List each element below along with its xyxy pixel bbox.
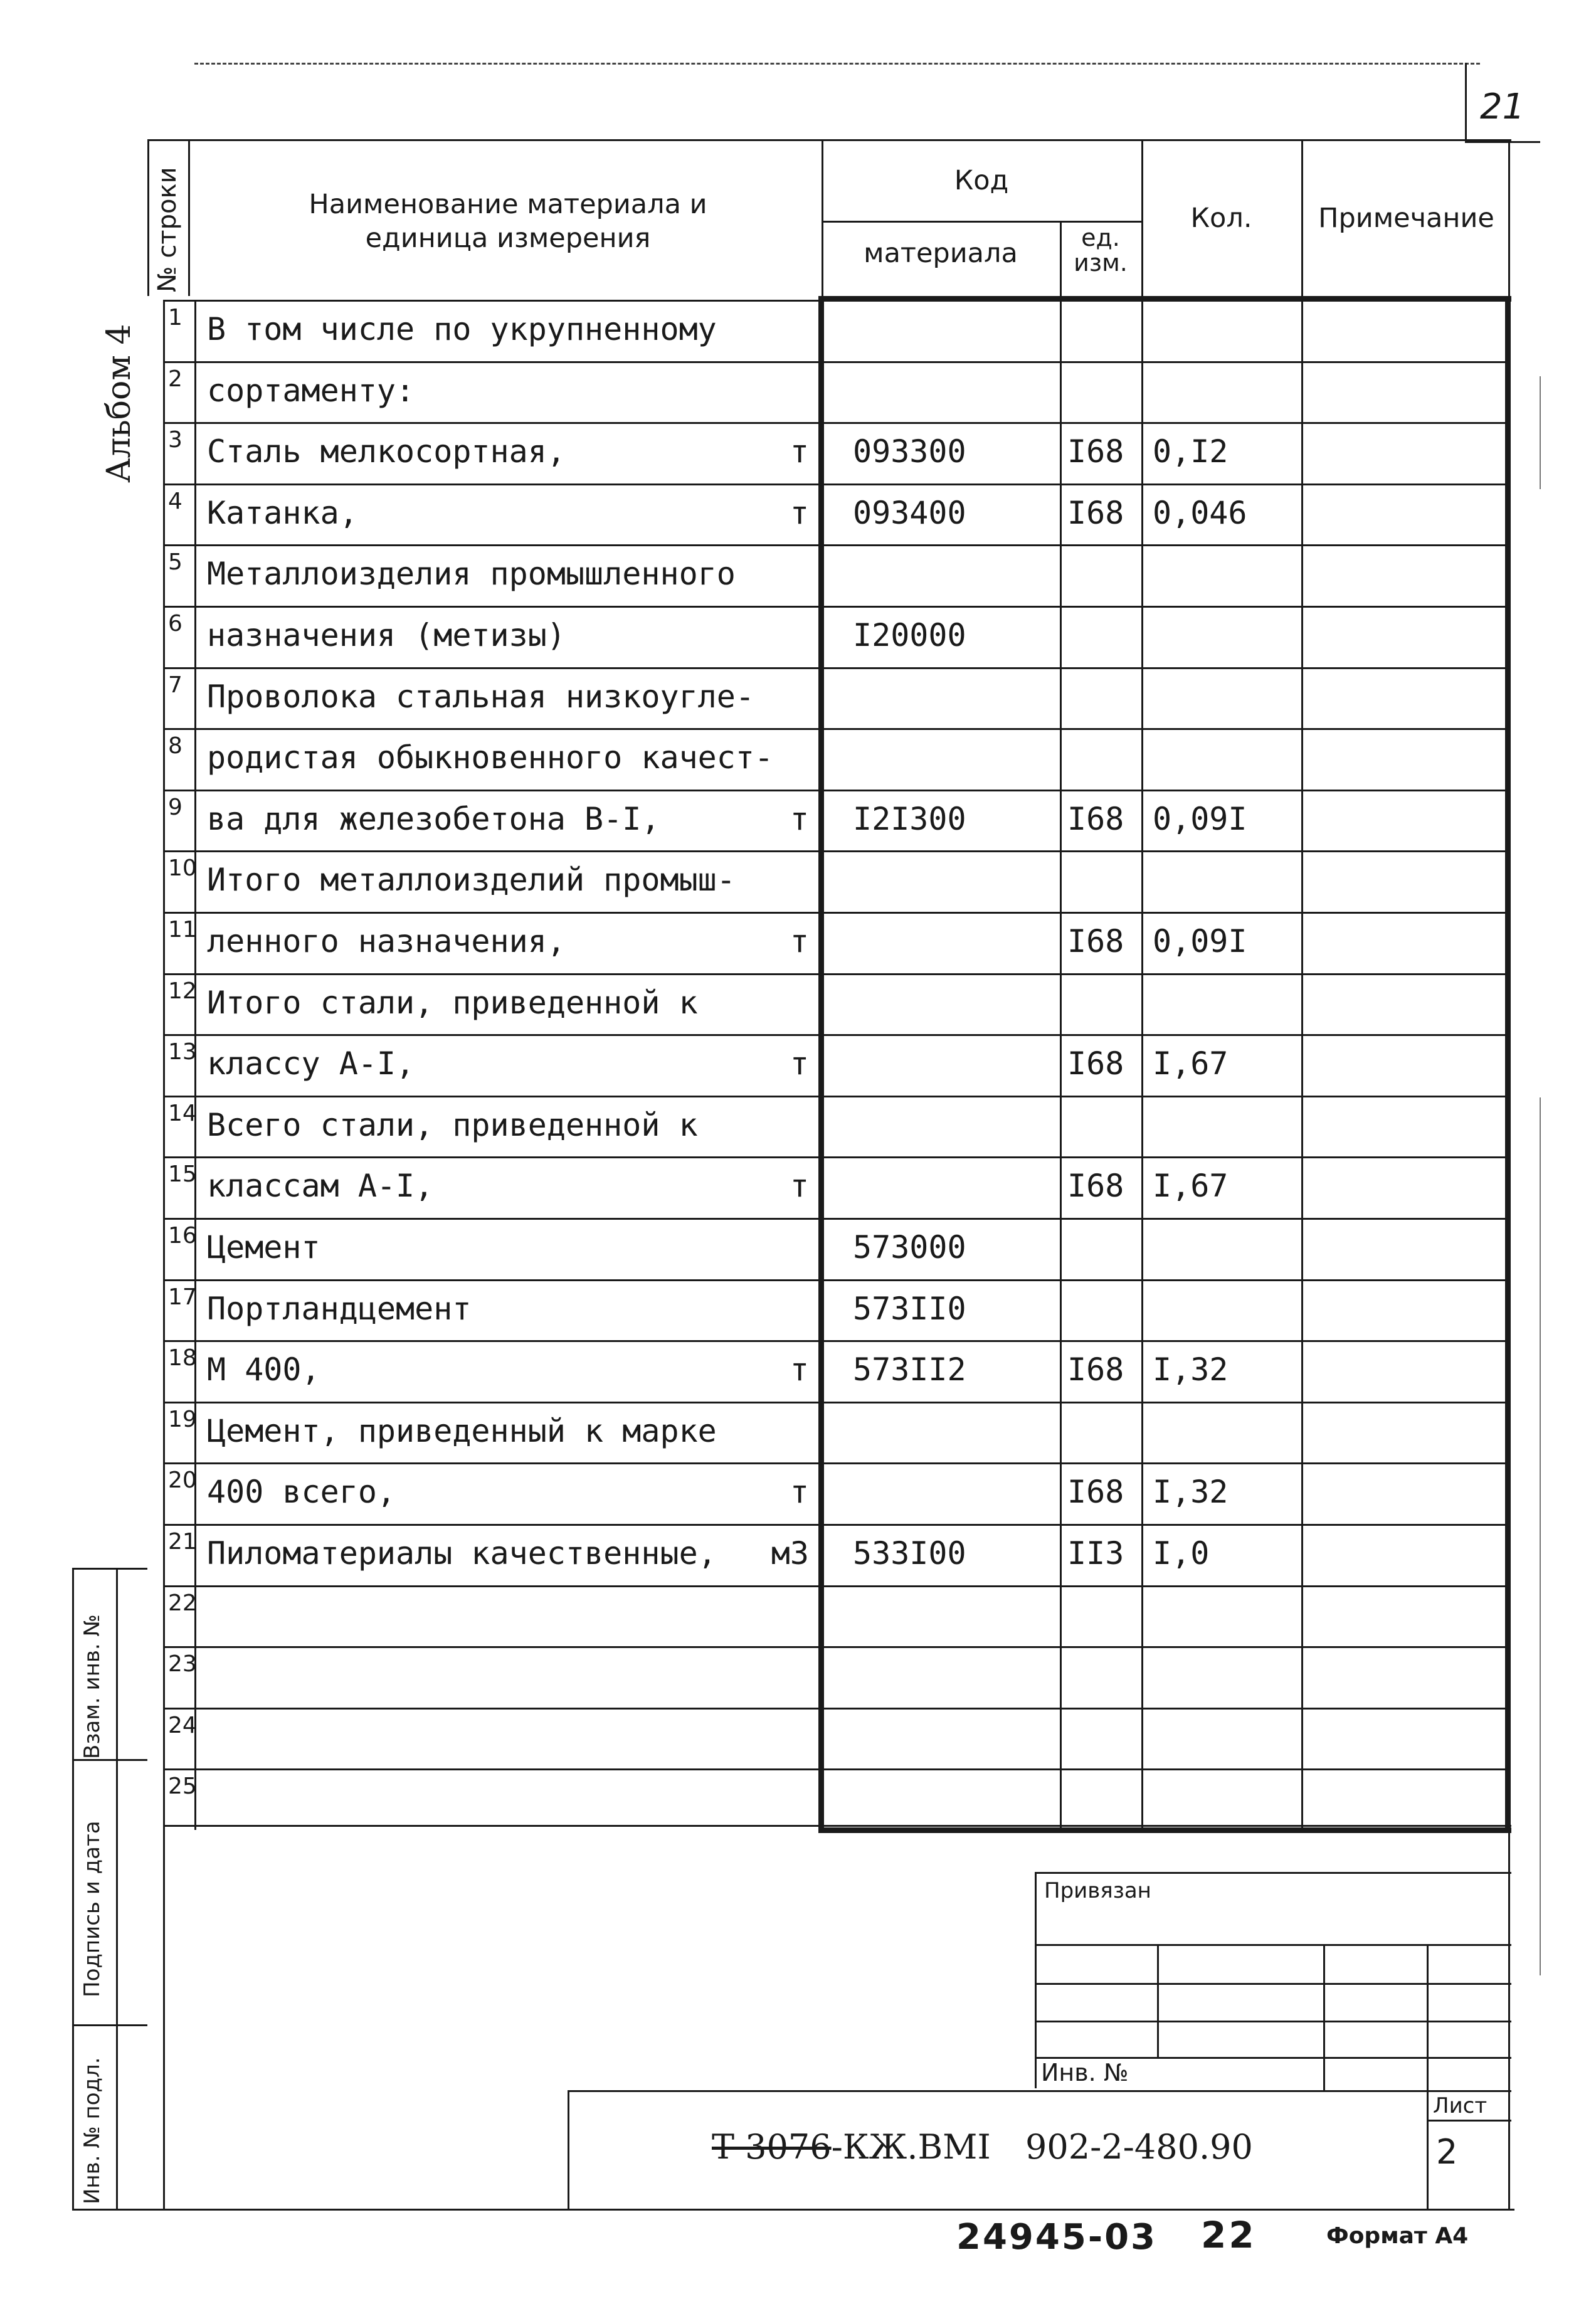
table-row-divider bbox=[163, 1034, 1508, 1036]
qty-column-header: Кол. bbox=[1190, 203, 1252, 234]
page-number-underline bbox=[1465, 141, 1540, 143]
row-number: 22 bbox=[168, 1590, 197, 1616]
unit-of-measure: т bbox=[790, 1474, 809, 1511]
document-code bbox=[712, 2127, 991, 2167]
material-name: Итого металлоизделий промыш- bbox=[207, 862, 736, 899]
row-number: 19 bbox=[168, 1406, 197, 1432]
quantity: I,0 bbox=[1153, 1535, 1210, 1572]
table-row-divider bbox=[163, 1218, 1508, 1220]
stamp-outer-left bbox=[72, 1568, 74, 2211]
material-name: классу А-I, bbox=[207, 1045, 415, 1082]
material-name: ленного назначения, bbox=[207, 923, 566, 959]
material-code: 533I00 bbox=[853, 1535, 966, 1572]
table-row-divider bbox=[163, 1156, 1508, 1158]
stamp-top bbox=[72, 1568, 147, 1570]
stamp-row-left bbox=[568, 2090, 569, 2209]
material-code: 573000 bbox=[853, 1229, 966, 1266]
privyazan-label: Привязан bbox=[1044, 1878, 1151, 1903]
table-right-thick bbox=[1505, 296, 1511, 1832]
top-dash-line bbox=[194, 63, 1480, 65]
table-uom-divider bbox=[1060, 300, 1062, 1830]
unit-of-measure: т bbox=[790, 433, 809, 470]
row-number-header: № строки bbox=[153, 167, 182, 292]
material-name: родистая обыкновенного качест- bbox=[207, 739, 774, 776]
table-left-border bbox=[163, 300, 165, 1830]
row-number: 12 bbox=[168, 978, 197, 1004]
stamp-row-top bbox=[568, 2090, 1511, 2092]
row-number: 14 bbox=[168, 1100, 197, 1126]
header-left-border bbox=[147, 139, 149, 296]
sheet-label: Лист bbox=[1433, 2093, 1488, 2118]
material-name: Сталь мелкосортная, bbox=[207, 433, 566, 470]
stamp-div2 bbox=[72, 2024, 147, 2026]
unit-of-measure: т bbox=[790, 1045, 809, 1082]
material-name: Портландцемент bbox=[207, 1290, 472, 1327]
tb-top bbox=[1035, 1872, 1511, 1874]
material-name: назначения (метизы) bbox=[207, 617, 566, 653]
sheet-cell-split bbox=[1427, 2120, 1511, 2122]
quantity: I,67 bbox=[1153, 1045, 1229, 1082]
note-column-header: Примечание bbox=[1318, 203, 1494, 234]
unit-code: I68 bbox=[1067, 1474, 1124, 1511]
tb-row1 bbox=[1035, 1944, 1511, 1946]
unit-of-measure: т bbox=[790, 494, 809, 531]
table-row-divider bbox=[163, 484, 1508, 485]
inv-no-label: Инв. № bbox=[1041, 2059, 1129, 2086]
table-row-divider bbox=[163, 728, 1508, 730]
row-number: 3 bbox=[168, 427, 182, 453]
material-code: 093300 bbox=[853, 433, 966, 470]
quantity: I,67 bbox=[1153, 1168, 1229, 1205]
table-row-divider bbox=[163, 1524, 1508, 1526]
page-number-divider bbox=[1465, 63, 1467, 141]
row-number: 11 bbox=[168, 917, 197, 943]
row-number: 9 bbox=[168, 794, 182, 820]
unit-of-measure: т bbox=[790, 1351, 809, 1388]
material-name: Всего стали, приведенной к bbox=[207, 1106, 698, 1143]
tb-row2 bbox=[1035, 1983, 1511, 1985]
table-row-divider bbox=[163, 1462, 1508, 1464]
unit-of-measure: т bbox=[790, 923, 809, 959]
row-number: 25 bbox=[168, 1773, 197, 1800]
material-name: 400 всего, bbox=[207, 1474, 396, 1511]
material-name: В том числе по укрупненному bbox=[207, 311, 717, 347]
archive-number: 24945-03 bbox=[956, 2217, 1157, 2258]
table-top-thick bbox=[818, 296, 1511, 302]
material-name: Итого стали, приведенной к bbox=[207, 984, 698, 1021]
document-code-suffix: -КЖ.ВМI bbox=[831, 2127, 991, 2167]
row-number: 7 bbox=[168, 672, 182, 698]
table-row-divider bbox=[163, 912, 1508, 914]
table-bottom-thick bbox=[818, 1827, 1511, 1833]
row-number: 2 bbox=[168, 366, 182, 392]
row-number: 1 bbox=[168, 305, 182, 330]
unit-code: I68 bbox=[1067, 800, 1124, 837]
unit-code: I68 bbox=[1067, 1351, 1124, 1388]
document-number: 902-2-480.90 bbox=[1025, 2127, 1253, 2167]
tb-col3 bbox=[1427, 1944, 1429, 2091]
row-number: 17 bbox=[168, 1284, 197, 1310]
row-number: 8 bbox=[168, 733, 182, 759]
stamp-vzam-inv: Взам. инв. № bbox=[80, 1614, 105, 1759]
row-number: 23 bbox=[168, 1651, 197, 1678]
header-top-border bbox=[147, 139, 1511, 141]
material-code: 573II2 bbox=[853, 1351, 966, 1388]
quantity: 0,I2 bbox=[1153, 433, 1229, 470]
code-material-header: материала bbox=[864, 238, 1018, 269]
right-margin-mark-2 bbox=[1540, 1097, 1541, 1975]
row-number: 15 bbox=[168, 1161, 197, 1188]
row-number: 16 bbox=[168, 1223, 197, 1249]
header-rownum-divider bbox=[188, 139, 190, 296]
name-column-header: Наименование материала и единица измерения bbox=[309, 189, 707, 254]
stamp-div1 bbox=[72, 1759, 147, 1761]
tb-row3 bbox=[1035, 2021, 1511, 2022]
table-row-divider bbox=[163, 606, 1508, 608]
header-name-divider bbox=[822, 139, 823, 296]
row-number: 21 bbox=[168, 1529, 197, 1555]
table-note-divider bbox=[1301, 300, 1303, 1830]
page-number: 21 bbox=[1480, 87, 1525, 127]
quantity: 0,09I bbox=[1153, 800, 1247, 837]
material-name: Пиломатериалы качественные, bbox=[207, 1535, 717, 1572]
row-number: 5 bbox=[168, 549, 182, 576]
unit-code: I68 bbox=[1067, 1168, 1124, 1205]
row-number: 4 bbox=[168, 488, 182, 514]
album-label: Альбом 4 bbox=[100, 324, 138, 483]
table-row-divider bbox=[163, 850, 1508, 852]
unit-code: I68 bbox=[1067, 1045, 1124, 1082]
document-code-struck: Т 3076 bbox=[712, 2127, 832, 2167]
table-row-divider bbox=[163, 1768, 1508, 1770]
quantity: 0,046 bbox=[1153, 494, 1247, 531]
table-row-divider bbox=[163, 1646, 1508, 1648]
table-name-top bbox=[163, 300, 822, 302]
table-row-divider bbox=[163, 1279, 1508, 1281]
material-code: I20000 bbox=[853, 617, 966, 653]
material-name: классам А-I, bbox=[207, 1168, 434, 1205]
sheet-number: 2 bbox=[1436, 2132, 1458, 2172]
table-row-divider bbox=[163, 973, 1508, 975]
row-number: 6 bbox=[168, 611, 182, 637]
table-row-divider bbox=[163, 1402, 1508, 1403]
table-row-divider bbox=[163, 1708, 1508, 1710]
table-code-left-thick bbox=[818, 296, 824, 1832]
sheet-cell-left bbox=[1427, 2090, 1429, 2209]
material-name: Цемент bbox=[207, 1229, 320, 1266]
material-name: Катанка, bbox=[207, 494, 358, 531]
tb-left bbox=[1035, 1872, 1037, 2088]
quantity: I,32 bbox=[1153, 1351, 1229, 1388]
material-code: 573II0 bbox=[853, 1290, 966, 1327]
tb-col1 bbox=[1157, 1944, 1159, 2057]
code-unit-header: ед. изм. bbox=[1074, 224, 1128, 277]
material-code: 093400 bbox=[853, 494, 966, 531]
row-number: 13 bbox=[168, 1039, 197, 1065]
table-row-divider bbox=[163, 422, 1508, 424]
stamp-podpis-data: Подпись и дата bbox=[80, 1821, 105, 1997]
material-name: ва для железобетона В-I, bbox=[207, 800, 660, 837]
stamp-bottom bbox=[72, 2209, 1514, 2211]
footer-page-number: 22 bbox=[1201, 2214, 1257, 2256]
row-number: 10 bbox=[168, 855, 197, 882]
unit-code: I68 bbox=[1067, 433, 1124, 470]
right-margin-mark-1 bbox=[1540, 376, 1541, 489]
material-name: М 400, bbox=[207, 1351, 320, 1388]
frame-right bbox=[1508, 1822, 1510, 2209]
code-column-header: Код bbox=[954, 165, 1009, 196]
unit-of-measure: т bbox=[790, 800, 809, 837]
unit-code: I68 bbox=[1067, 923, 1124, 959]
tb-col2 bbox=[1323, 1944, 1325, 2091]
row-number: 20 bbox=[168, 1467, 197, 1494]
unit-of-measure: т bbox=[790, 1168, 809, 1205]
table-row-divider bbox=[163, 361, 1508, 363]
unit-of-measure: м3 bbox=[771, 1535, 809, 1572]
row-number: 18 bbox=[168, 1345, 197, 1371]
material-name: Проволока стальная низкоугле- bbox=[207, 678, 754, 715]
table-row-divider bbox=[163, 544, 1508, 546]
table-row-divider bbox=[163, 790, 1508, 791]
material-code: I2I300 bbox=[853, 800, 966, 837]
format-label: Формат А4 bbox=[1326, 2223, 1469, 2249]
quantity: 0,09I bbox=[1153, 923, 1247, 959]
frame-left bbox=[163, 1822, 165, 2209]
table-row-divider bbox=[163, 1340, 1508, 1342]
row-number: 24 bbox=[168, 1712, 197, 1738]
table-qty-divider bbox=[1141, 300, 1143, 1830]
quantity: I,32 bbox=[1153, 1474, 1229, 1511]
material-name: Металлоизделия промышленного bbox=[207, 556, 736, 593]
table-row-divider bbox=[163, 667, 1508, 669]
header-code-split bbox=[822, 221, 1141, 223]
material-name: Цемент, приведенный к марке bbox=[207, 1412, 717, 1449]
frame-under-table bbox=[163, 1825, 1511, 1827]
unit-code: II3 bbox=[1067, 1535, 1124, 1572]
unit-code: I68 bbox=[1067, 494, 1124, 531]
table-row-divider bbox=[163, 1585, 1508, 1587]
stamp-inv-podl: Инв. № подл. bbox=[80, 2057, 105, 2204]
table-row-divider bbox=[163, 1096, 1508, 1097]
stamp-inner-left bbox=[116, 1568, 118, 2211]
material-name: сортаменту: bbox=[207, 372, 415, 409]
